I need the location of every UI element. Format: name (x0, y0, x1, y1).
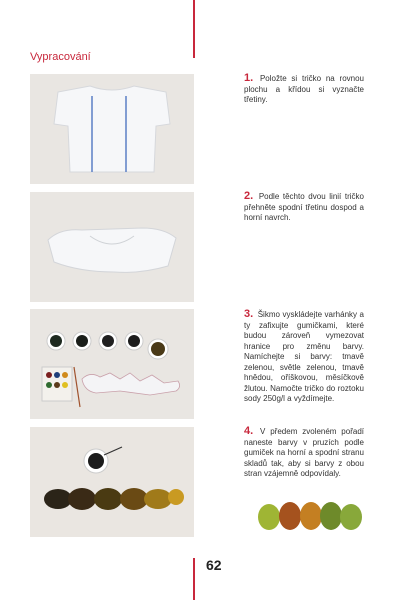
step-text: Položte si tričko na rovnou plochu a křídou si vyznačte třetiny. (244, 74, 364, 104)
step-1 (244, 73, 364, 106)
tshirt-folded-photo (30, 192, 194, 302)
dyed-shirt-balls-photo (255, 497, 365, 535)
top-accent-line (193, 0, 195, 58)
step-number: 4. (244, 425, 254, 437)
step-text: Šikmo vyskládejte varhánky a ty zafixujte gumičkami, které budou zároveň vymezovat hranice pro změnu barvy. Namíchejte si barvy: tmavě zelenou, světle zelenou, tmavě hnědou, oříškovou, měsíčkově žlutou. Namočte tričko do roztoku sody 250g/l a vyždímejte. (244, 310, 364, 403)
tshirt-marked-photo (30, 74, 194, 184)
bottom-accent-line (193, 558, 195, 600)
dyed-tshirt-photo (30, 427, 194, 537)
step-text: Podle těchto dvou linií tričko přehněte spodní třetinu dospod a horní navrch. (244, 192, 364, 222)
step-3 (244, 309, 364, 405)
step-4 (244, 426, 364, 480)
step-text: V předem zvoleném pořadí naneste barvy v pruzích podle gumiček na horní a spodní stranu skladů tak, aby si barvy z obou stran vzájemně odpovídaly. (244, 427, 364, 478)
step-number: 2. (244, 190, 254, 202)
step-number: 1. (244, 72, 254, 84)
page-number: 62 (206, 557, 222, 573)
step-2 (244, 191, 364, 224)
section-title: Vypracování (30, 51, 91, 63)
pleated-tshirt-dye-cups-photo (30, 309, 194, 419)
step-number: 3. (244, 308, 254, 320)
